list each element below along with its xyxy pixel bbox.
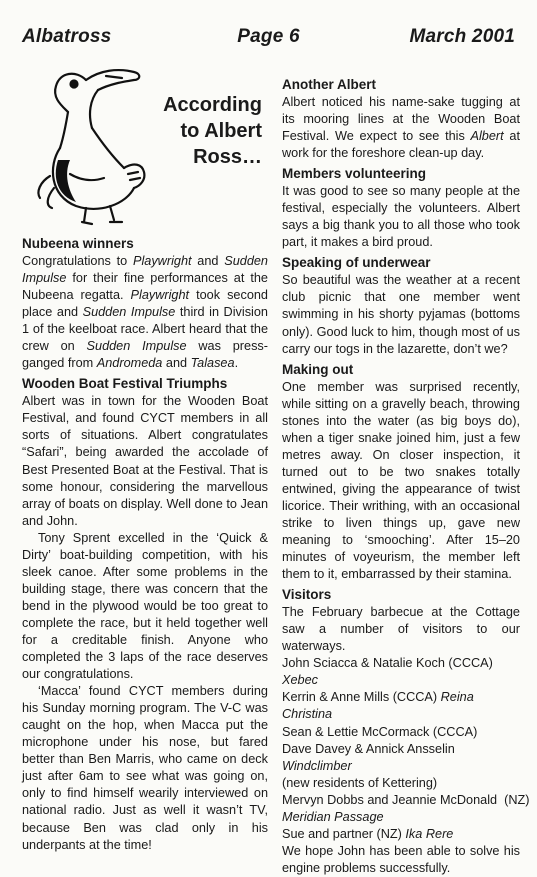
text-run: was press-ganged from xyxy=(22,339,268,371)
volunteering-heading: Members volunteering xyxy=(282,166,427,182)
page-number: Page 6 xyxy=(237,26,300,47)
nubeena-paragraph xyxy=(22,253,268,372)
wooden-boat-article xyxy=(22,393,268,853)
wooden-paragraph-1: Albert was in town for the Wooden Boat Festival, and found CYCT members in all sorts of situations. Albert congratulates “Safari”, being awarded the accolade of Best Presented Boat at the Festival. That is some honour, considering the marvellous array of boats on display. Well done to Jean and John. xyxy=(22,394,268,528)
left-column xyxy=(22,74,268,854)
visitors-outro: We hope John has been able to solve his engine problems successfully. xyxy=(282,843,520,875)
text-run: Congratulations to xyxy=(22,254,133,268)
column-title xyxy=(132,92,262,170)
right-column xyxy=(282,76,530,877)
boat-name: Playwright xyxy=(130,288,190,303)
visitor-line xyxy=(282,655,520,689)
boat-name: Andromeda xyxy=(96,356,163,371)
boat-name: Sudden Impulse xyxy=(86,339,187,354)
boat-name: Albert xyxy=(470,129,504,144)
underwear-paragraph: So beautiful was the weather at a recent club picnic that one member went swimming in his shorty pyjamas (bottoms only). Good luck to him, though most of us carry our togs in the lazarette, don’t we? xyxy=(282,273,520,356)
boat-name: Reina Christina xyxy=(282,690,474,722)
boat-name: Sudden Impulse xyxy=(22,254,268,286)
wooden-paragraph-2: Tony Sprent excelled in the ‘Quick & Dirty’ boat-building competition, with his sleek canoe. After some problems in the building stage, there was concern that the bend in the plywood would be too great to complete the race, but it held together well for a creditable finish. Anyone who completed the 3 laps of the race deserves our congratulations. xyxy=(22,530,268,682)
text-run: Sue and partner (NZ) xyxy=(282,826,406,841)
text-run: Albert noticed his name-sake tugging at its mooring lines at the Wooden Boat Festival. We expect to see this xyxy=(282,95,520,144)
visitor-line: Sean & Lettie McCormack (CCCA) xyxy=(282,724,478,739)
boat-name: Sudden Impulse xyxy=(82,305,176,320)
text-run: took second place and xyxy=(22,288,268,320)
visitor-line: (new residents of Kettering) xyxy=(282,775,438,790)
volunteering-paragraph: It was good to see so many people at the festival, especially the volunteers. Albert says a big thank you to all those who took part, it makes a bird proud. xyxy=(282,184,520,250)
another-albert-article xyxy=(282,94,520,162)
making-out-article xyxy=(282,379,520,584)
another-paragraph xyxy=(282,94,520,162)
text-run: and xyxy=(162,356,191,371)
boat-name: Meridian Passage xyxy=(282,809,384,824)
title-line-1: According xyxy=(163,94,262,116)
making-out-paragraph: One member was surprised recently, while sitting on a gravelly beach, throwing stones into the water (as big boys do), when a tiger snake joined him, just a few metres away. On closer inspection, it turned out to be two snakes totally entwined, giving the appearance of twist licorice. Their writhing, with an occasional strike to liven things up, gave new meaning to ‘smooching’. After 15–20 minutes of voyeurism, the member left them to it, embarrassed by their stamina. xyxy=(282,379,520,582)
visitor-line xyxy=(282,809,520,826)
visitor-line xyxy=(282,741,520,775)
column-masthead xyxy=(22,74,268,232)
text-run: Dave Davey & Annick Ansselin xyxy=(282,741,455,756)
text-run: third in Division 1 of the keelboat race. Albert heard that the crew on xyxy=(22,305,268,354)
text-run: at work for the foreshore clean-up day. xyxy=(282,129,520,161)
boat-name: Playwright xyxy=(133,254,192,268)
page-header xyxy=(22,26,515,52)
nubeena-heading: Nubeena winners xyxy=(22,236,134,251)
text-run: John Sciacca & Natalie Koch (CCCA) xyxy=(282,656,493,671)
text-run: Kerrin & Anne Mills (CCCA) xyxy=(282,690,441,705)
nubeena-article xyxy=(22,253,268,372)
boat-name: Xebec xyxy=(282,673,318,688)
text-run: for their fine performances at the Nubeena regatta. xyxy=(22,271,268,303)
visitor-line: Mervyn Dobbs and Jeannie McDonald (NZ) xyxy=(282,792,530,807)
text-run: and xyxy=(191,254,225,268)
visitor-line xyxy=(282,689,520,723)
volunteering-article xyxy=(282,183,520,251)
text-run: . xyxy=(234,356,239,371)
visitors-article xyxy=(282,604,530,877)
title-line-3: Ross… xyxy=(193,146,262,168)
wooden-boat-heading: Wooden Boat Festival Triumphs xyxy=(22,376,228,392)
boat-name: Ika Rere xyxy=(405,826,454,841)
making-out-heading: Making out xyxy=(282,361,354,377)
publication-name: Albatross xyxy=(22,26,112,47)
boat-name: Windclimber xyxy=(282,758,352,773)
visitors-intro: The February barbecue at the Cottage saw a number of visitors to our waterways. xyxy=(282,605,520,654)
boat-name: Talasea xyxy=(190,356,235,371)
visitor-line xyxy=(282,826,520,843)
wooden-paragraph-3: ‘Macca’ found CYCT members during his Sunday morning program. The V-C was caught on the hop, when Macca put the microphone under his nose, but fared better than Ben Marris, who came on deck just after 6am to see what was going on, only to find himself wearily interviewed on national radio. Just as well it wasn’t TV, because Ben was clad only in his underpants at the time! xyxy=(22,684,268,852)
another-albert-heading: Another Albert xyxy=(282,77,376,92)
title-line-2: to Albert xyxy=(180,120,262,142)
underwear-heading: Speaking of underwear xyxy=(282,255,431,271)
underwear-article xyxy=(282,272,520,357)
issue-date: March 2001 xyxy=(409,26,515,47)
visitors-heading: Visitors xyxy=(282,587,332,603)
